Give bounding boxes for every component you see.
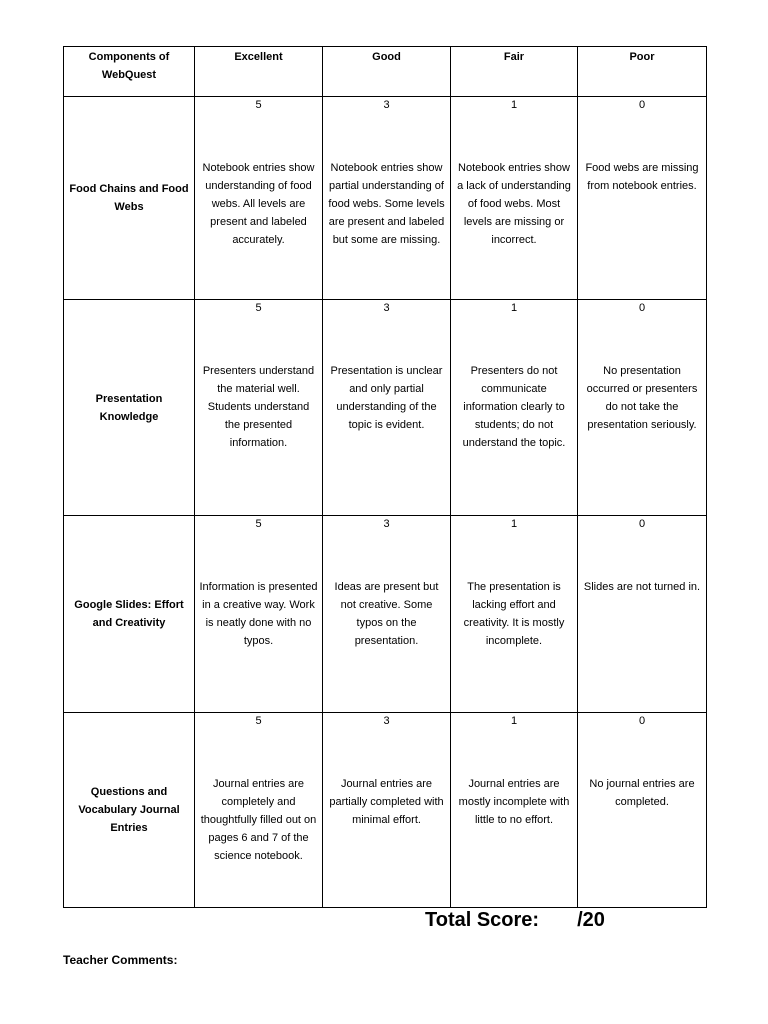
rubric-cell <box>195 97 323 300</box>
rubric-cell <box>451 97 578 300</box>
cell-score: 0 <box>638 715 646 727</box>
cell-score: 1 <box>510 715 518 727</box>
cell-score: 3 <box>383 518 390 530</box>
rubric-cell <box>578 97 707 300</box>
cell-score: 5 <box>255 99 262 111</box>
table-row <box>64 97 707 300</box>
total-score <box>425 907 605 933</box>
total-score-label: Total Score: <box>425 909 540 931</box>
cell-description: No presentation occurred or presenters do not take the presentation seriously. <box>586 365 698 431</box>
cell-description: Journal entries are partially completed with minimal effort. <box>329 778 444 826</box>
rubric-cell <box>451 300 578 516</box>
rubric-cell <box>451 516 578 713</box>
cell-score: 3 <box>383 302 390 314</box>
rubric-cell <box>578 300 707 516</box>
cell-score: 5 <box>255 715 262 727</box>
criterion-label: Google Slides: Effort and Creativity <box>64 516 195 713</box>
header-excellent: Excellent <box>195 47 323 97</box>
cell-description: Presentation is unclear and only partial understanding of the topic is evident. <box>330 365 443 431</box>
cell-score: 5 <box>255 518 262 530</box>
rubric-cell <box>195 300 323 516</box>
cell-description: Information is presented in a creative way. Work is neatly done with no typos. <box>199 581 318 647</box>
criterion-label: Presentation Knowledge <box>64 300 195 516</box>
cell-description: No journal entries are completed. <box>589 778 695 808</box>
cell-description: Journal entries are mostly incomplete with little to no effort. <box>458 778 570 826</box>
rubric-table <box>63 46 707 908</box>
criterion-label: Questions and Vocabulary Journal Entries <box>64 713 195 908</box>
cell-description: The presentation is lacking effort and creativity. It is mostly incomplete. <box>463 581 565 647</box>
cell-score: 1 <box>510 518 518 530</box>
cell-description: Food webs are missing from notebook entries. <box>585 162 699 192</box>
teacher-comments-label: Teacher Comments: <box>63 953 178 967</box>
rubric-cell <box>578 516 707 713</box>
cell-description: Ideas are present but not creative. Some typos on the presentation. <box>334 581 439 647</box>
rubric-cell <box>323 713 451 908</box>
cell-score: 0 <box>638 302 646 314</box>
header-poor: Poor <box>578 47 707 97</box>
cell-score: 0 <box>638 518 646 530</box>
cell-score: 3 <box>383 715 390 727</box>
rubric-cell <box>578 713 707 908</box>
cell-description: Notebook entries show a lack of understanding of food webs. Most levels are missing or incorrect. <box>457 162 571 246</box>
table-row <box>64 713 707 908</box>
rubric-cell <box>195 516 323 713</box>
header-good: Good <box>323 47 451 97</box>
rubric-cell <box>195 713 323 908</box>
rubric-cell <box>451 713 578 908</box>
table-row <box>64 300 707 516</box>
cell-description: Journal entries are completely and thoughtfully filled out on pages 6 and 7 of the science notebook. <box>200 778 317 862</box>
cell-description: Notebook entries show understanding of food webs. All levels are present and labeled accurately. <box>202 162 315 246</box>
cell-description: Notebook entries show partial understanding of food webs. Some levels are present and labeled but some are missing. <box>328 162 445 246</box>
total-score-max: /20 <box>577 909 605 931</box>
rubric-cell <box>323 300 451 516</box>
header-row <box>64 47 707 97</box>
rubric-cell <box>323 516 451 713</box>
cell-score: 0 <box>638 99 646 111</box>
cell-score: 5 <box>255 302 262 314</box>
cell-score: 3 <box>383 99 390 111</box>
table-row <box>64 516 707 713</box>
cell-score: 1 <box>510 99 518 111</box>
criterion-label: Food Chains and Food Webs <box>64 97 195 300</box>
cell-description: Presenters understand the material well. Students understand the presented information. <box>202 365 315 449</box>
header-fair: Fair <box>451 47 578 97</box>
cell-description: Presenters do not communicate information clearly to students; do not understand the topic. <box>462 365 566 449</box>
header-components: Components of WebQuest <box>64 47 195 97</box>
rubric-cell <box>323 97 451 300</box>
cell-description: Slides are not turned in. <box>583 581 701 593</box>
cell-score: 1 <box>510 302 518 314</box>
